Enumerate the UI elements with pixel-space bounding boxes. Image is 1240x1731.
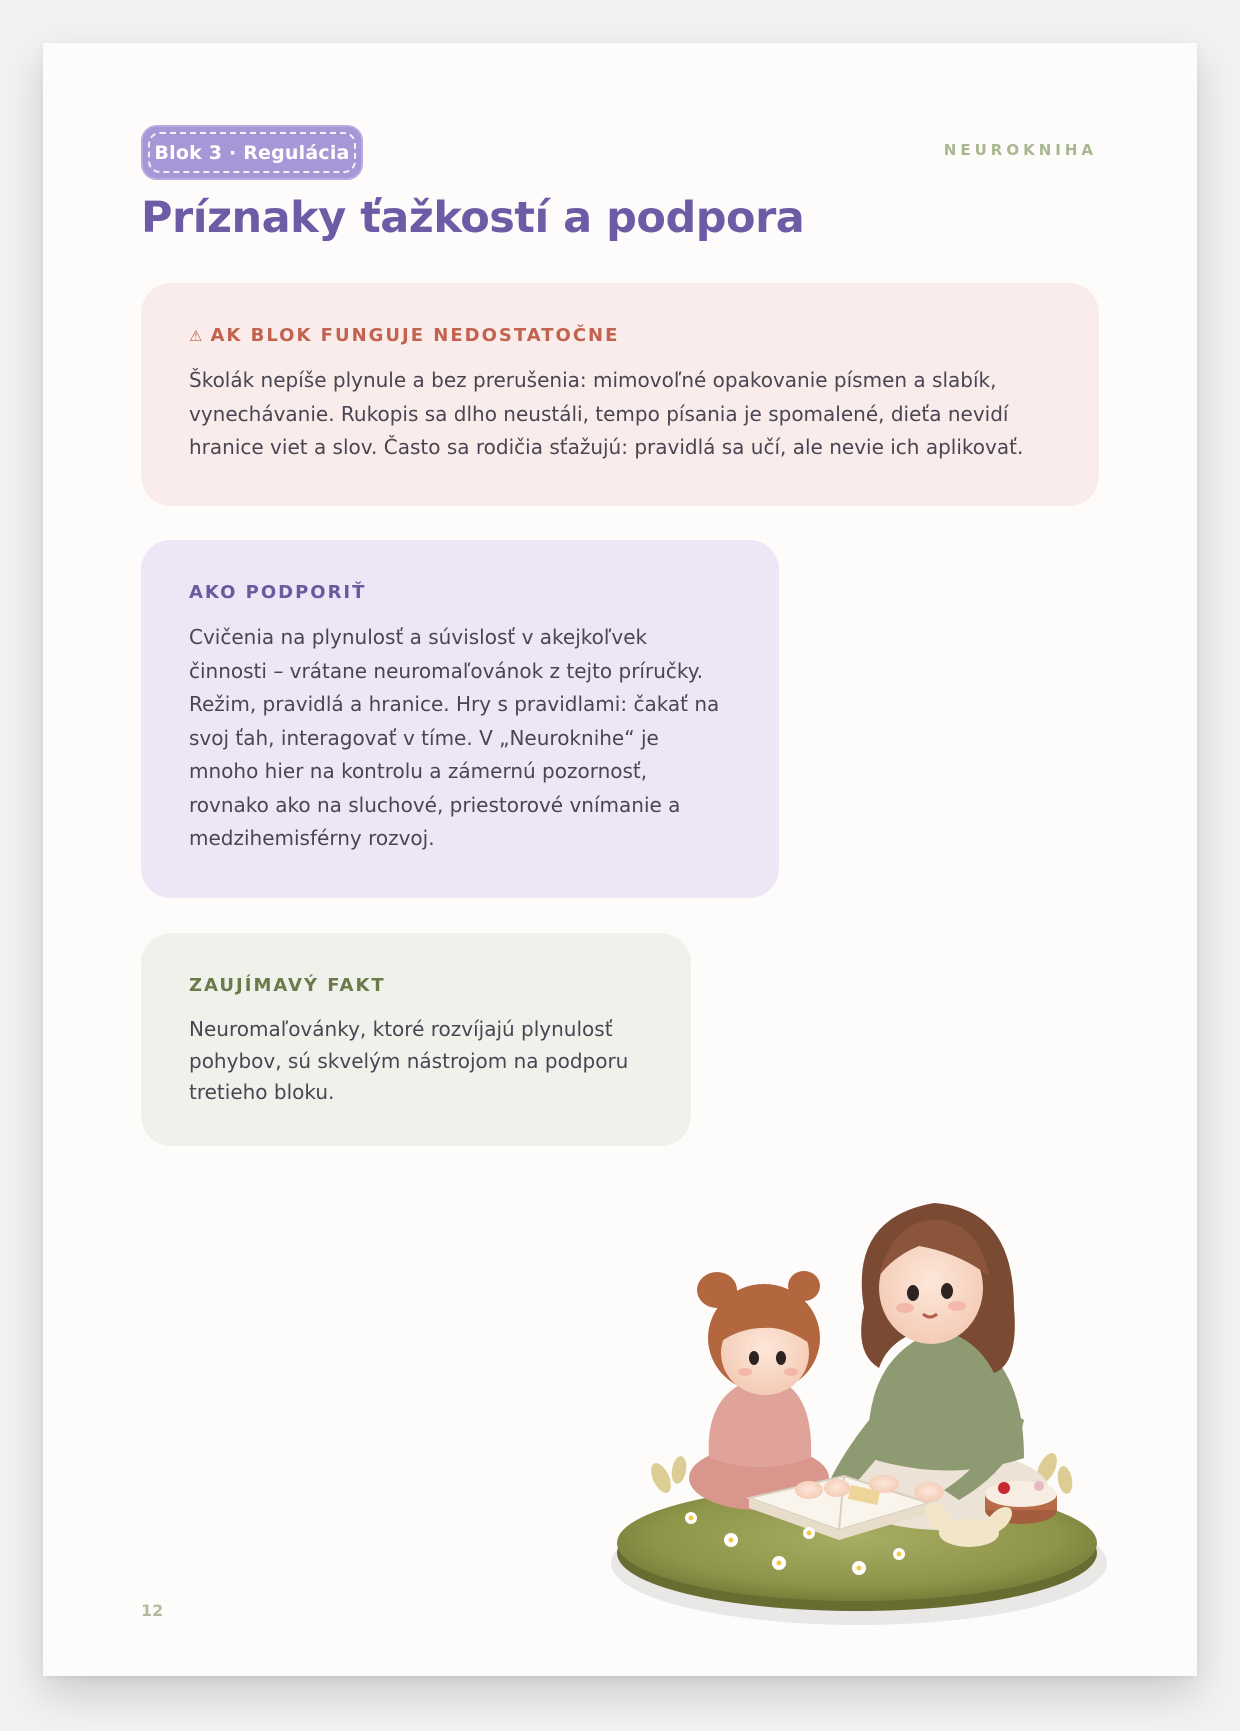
warning-card	[141, 283, 1099, 506]
support-heading: AKO PODPORIŤ	[189, 582, 367, 603]
warning-heading-row	[189, 325, 1051, 346]
warning-text: Školák nepíše plynule a bez prerušenia: mimovoľné opakovanie písmen a slabík, vynechávanie. Rukopis sa dlho neustáli, tempo písania je spomalené, dieťa nevidí hranice viet a slov. Často sa rodičia sťažujú: pravidlá sa učí, ale nevie ich aplikovať.	[189, 368, 1024, 459]
block-badge-label: Blok 3 · Regulácia	[154, 141, 350, 164]
fact-text: Neuromaľovánky, ktoré rozvíjajú plynulosť pohybov, sú skvelým nástrojom na podporu tretieho bloku.	[189, 1017, 629, 1104]
page-number: 12	[141, 1601, 164, 1620]
warning-heading: AK BLOK FUNGUJE NEDOSTATOČNE	[210, 325, 620, 346]
book-page	[43, 43, 1197, 1676]
fact-heading: ZAUJÍMAVÝ FAKT	[189, 975, 386, 996]
page-title: Príznaky ťažkostí a podpora	[141, 193, 805, 243]
brand-name: NEUROKNIHA	[943, 141, 1097, 159]
support-text: Cvičenia na plynulosť a súvislosť v akejkoľvek činnosti – vrátane neuromaľovánok z tejto príručky. Režim, pravidlá a hranice. Hry s pravidlami: čakať na svoj ťah, interagovať v tíme. V „Neuroknihe“ je mnoho hier na kontrolu a zámernú pozornosť, rovnako ako na sluchové, priestorové vnímanie a medzihemisférny rozvoj.	[189, 625, 720, 850]
fact-card	[141, 933, 691, 1146]
support-card	[141, 540, 779, 898]
block-badge	[141, 125, 363, 180]
warning-triangle-icon: ⚠	[189, 327, 205, 345]
mother-child-reading-illustration	[599, 1158, 1119, 1638]
